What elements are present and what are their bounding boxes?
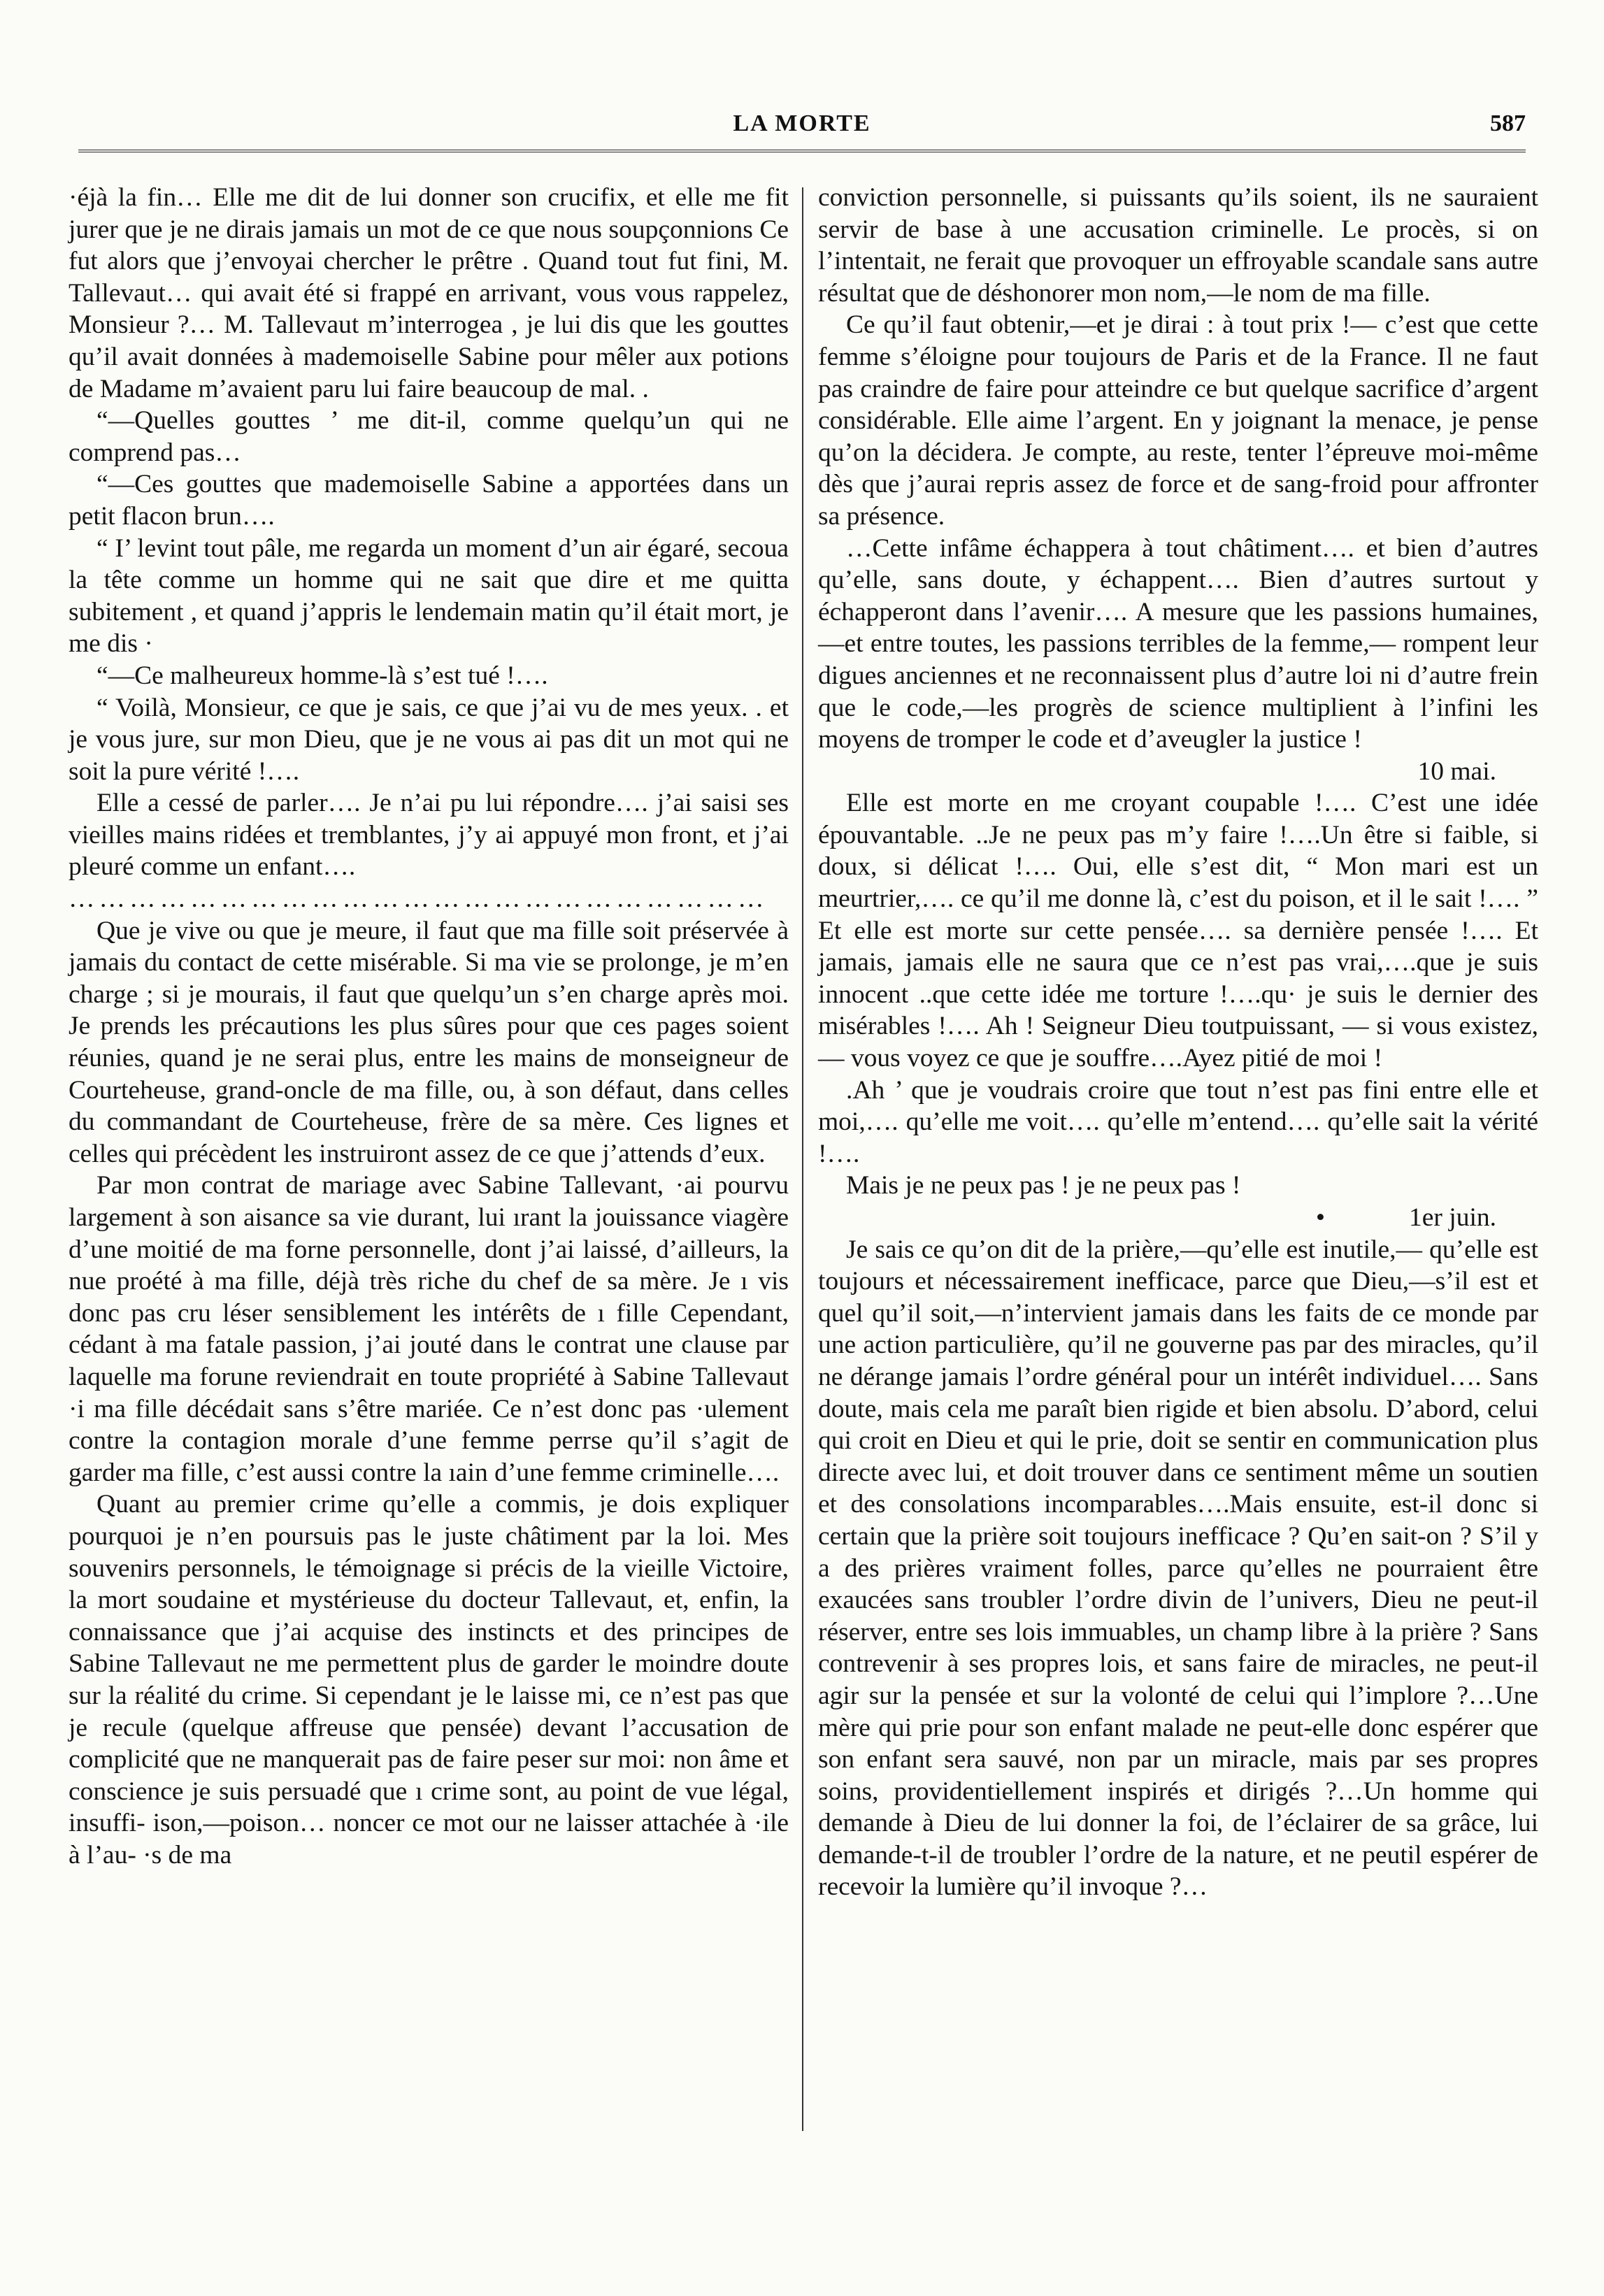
paragraph: .Ah ’ que je voudrais croire que tout n’est pas fini entre elle et moi,…. qu’elle me voit…. qu’elle m’entend…. qu’elle sait la vérité !…. (818, 1075, 1538, 1168)
paragraph: “ Voilà, Monsieur, ce que je sais, ce que j’ai vu de mes yeux. . et je vous jure, sur mon Dieu, que je ne vous ai pas dit un mot qui ne soit la pure vérité !…. (69, 693, 789, 786)
paragraph: Mais je ne peux pas ! je ne peux pas ! (846, 1171, 1241, 1200)
paragraph: Elle a cessé de parler…. Je n’ai pu lui répondre…. j’ai saisi ses vieilles mains ridées et tremblantes, j’y ai appuyé mon front, et j’ai pleuré comme un enfant…. (69, 789, 789, 882)
paragraph: Par mon contrat de mariage avec Sabine Tallevant, ·ai pourvu largement à son aisance sa vie durant, lui ırant la jouissance viagère d’une moitié de ma forne personnelle, dont j’ai laissé, d’ailleurs, la nue proété à ma fille, déjà très riche du chef de sa mère. Je ı vis donc pas cru léser sensiblement les intérêts de ı fille Cependant, cédant à ma fatale passion, j’ai jouté dans le contrat une clause par laquelle ma forune reviendrait en toute propriété à Sabine Tallevaut ·i ma fille décédait sans s’être mariée. Ce n’est donc pas ·ulement contre la contagion morale d’une femme perrse qu’il s’agit de garder ma fille, c’est aussi contre la ıain d’une femme criminelle…. (69, 1171, 789, 1487)
paragraph: “—Ce malheureux homme-là s’est tué !…. (96, 661, 548, 690)
diary-date: 1er juin. (1409, 1203, 1496, 1232)
page-header (78, 110, 1526, 152)
dotted-separator: …………………………………………………………… (69, 884, 768, 914)
paragraph: Elle est morte en me croyant coupable !…. C’est une idée épouvantable. ..Je ne peux pas m’y faire !….Un être si faible, si doux, si délicat !…. Oui, elle s’est dit, “ Mon mari est un meurtrier,…. ce qu’il me donne là, c’est du poison, et il le sait !…. ” Et elle est morte sur cette pensée…. sa dernière pensée !…. Et jamais, jamais elle ne saura que ce n’est pas vrai,….que je suis innocent ..que cette idée me torture !….qu· je suis le dernier des misérables !…. Ah ! Seigneur Dieu toutpuissant, — si vous existez, — vous voyez ce que je souffre….Ayez pitié de moi ! (818, 789, 1538, 1073)
diary-date-line (818, 1202, 1538, 1234)
paragraph: Je sais ce qu’on dit de la prière,—qu’elle est inutile,— qu’elle est toujours et nécessairement inefficace, parce que Dieu,—s’il est et quel qu’il soit,—n’intervient jamais dans les faits de ce monde par une action particulière, qu’il ne gouverne pas par des miracles, qu’il ne dérange jamais l’ordre général pour un intérêt individuel…. Sans doute, mais cela me paraît bien rigide et bien absolu. D’abord, celui qui croit en Dieu et qui le prie, doit se sentir en communication plus directe avec lui, et doit trouver dans ce sentiment même un soutien et des consolations incomparables….Mais ensuite, est-il donc si certain que la prière soit toujours inefficace ? Qu’en sait-on ? S’il y a des prières vraiment folles, parce qu’elles ne pourraient être exaucées sans troubler l’ordre divin de l’univers, Dieu ne peut-il réserver, entre ses lois immuables, un champ libre à la prière ? Sans contrevenir à ses propres lois, et sans faire de miracles, ne peut-il agir sur la pensée et sur la volonté de celui qui l’implore ?…Une mère qui prie pour son enfant malade ne peut-elle donc espérer que son enfant sera sauvé, non par un miracle, mais par ses propres soins, providentiellement inspirés et dirigés ?…Un homme qui demande à Dieu de lui donner la foi, de l’éclairer de sa grâce, lui demande-t-il de troubler l’ordre de la nature, et ne peutil espérer de recevoir la lumière qu’il invoque ?… (818, 1235, 1538, 1902)
paragraph: …Cette infâme échappera à tout châtiment…. et bien d’autres qu’elle, sans doute, y échappent…. Bien d’autres surtout y échapperont dans l’avenir…. A mesure que les passions humaines,—et entre toutes, les passions terribles de la femme,— rompent leur digues anciennes et ne reconnaissent plus d’autre loi ni d’autre frein que le code,—les progrès de science multiplient à l’infini les moyens de tromper le code et d’aveugler la justice ! (818, 533, 1538, 754)
paragraph: “—Ces gouttes que mademoiselle Sabine a apportées dans un petit flacon brun…. (69, 470, 789, 531)
bullet-mark: • (1315, 1203, 1326, 1232)
diary-date: 10 mai. (1417, 756, 1496, 786)
paragraph: ·éjà la fin… Elle me dit de lui donner son crucifix, et elle me fit jurer que je ne dirais jamais un mot de ce que nous soupçonnions Ce fut alors que j’envoyai chercher le prêtre . Quand tout fut fini, M. Tallevaut… qui avait été si frappé en arrivant, vous vous rappelez, Monsieur ?… M. Tallevaut m’interrogea , je lui dis que les gouttes qu’il avait données à mademoiselle Sabine pour mêler aux potions de Madame m’avaient paru lui faire beaucoup de mal. . (69, 183, 789, 403)
right-column (818, 182, 1538, 1903)
column-divider (802, 187, 803, 2131)
left-column (69, 182, 789, 1871)
paragraph: conviction personnelle, si puissants qu’ils soient, ils ne sauraient servir de base à une accusation criminelle. Le procès, si on l’intentait, ne ferait que provoquer un effroyable scandale sans autre résultat que de déshonorer mon nom,—le nom de ma fille. (818, 183, 1538, 308)
paragraph: “—Quelles gouttes ’ me dit-il, comme quelqu’un qui ne comprend pas… (69, 406, 789, 467)
page-number: 587 (1490, 110, 1526, 136)
header-rule (78, 150, 1526, 152)
paragraph: Que je vive ou que je meure, il faut que ma fille soit préservée à jamais du contact de cette misérable. Si ma vie se prolonge, je m’en charge ; si je mourais, il faut que quelqu’un s’en charge après moi. Je prends les précautions les plus sûres pour que ces pages soient réunies, quand je ne serai plus, entre les mains de monseigneur de Courteheuse, grand-oncle de ma fille, ou, à son défaut, dans celles du commandant de Courteheuse, frère de sa mère. Ces lignes et celles qui précèdent les instruiront assez de ce que j’attends d’eux. (69, 916, 789, 1168)
paragraph: Quant au premier crime qu’elle a commis, je dois expliquer pourquoi je n’en poursuis pas le juste châtiment par la loi. Mes souvenirs personnels, le témoignage si précis de la vieille Victoire, la mort soudaine et mystérieuse du docteur Tallevaut, et, enfin, la connaissance que j’ai acquise des instincts et des principes de Sabine Tallevaut ne me permettent plus de garder le moindre doute sur la réalité du crime. Si cependant je le laisse mi, ce n’est pas que je recule (quelque affreuse que pensée) devant l’accusation de complicité que ne manquerait pas de faire peser sur moi: non âme et conscience je suis persuadé que ı crime sont, au point de vue légal, insuffi- ison,—poison… noncer ce mot our ne laisser attachée à ·ile à l’au- ·s de ma (69, 1490, 789, 1870)
paragraph: “ I’ levint tout pâle, me regarda un moment d’un air égaré, secoua la tête comme un homme qui ne sait que dire et me quitta subitement , et quand j’appris le lendemain matin qu’il était mort, je me dis · (69, 533, 789, 659)
paragraph: Ce qu’il faut obtenir,—et je dirai : à tout prix !— c’est que cette femme s’éloigne pour toujours de Paris et de la France. Il ne faut pas craindre de faire pour atteindre ce but quelque sacrifice d’argent considérable. Elle aime l’argent. En y joignant la menace, je pense qu’on la décidera. Je compte, au reste, tenter l’épreuve moi-même dès que j’aurai repris assez de force et de sang-froid pour affronter sa présence. (818, 310, 1538, 531)
running-title: LA MORTE (733, 110, 871, 136)
